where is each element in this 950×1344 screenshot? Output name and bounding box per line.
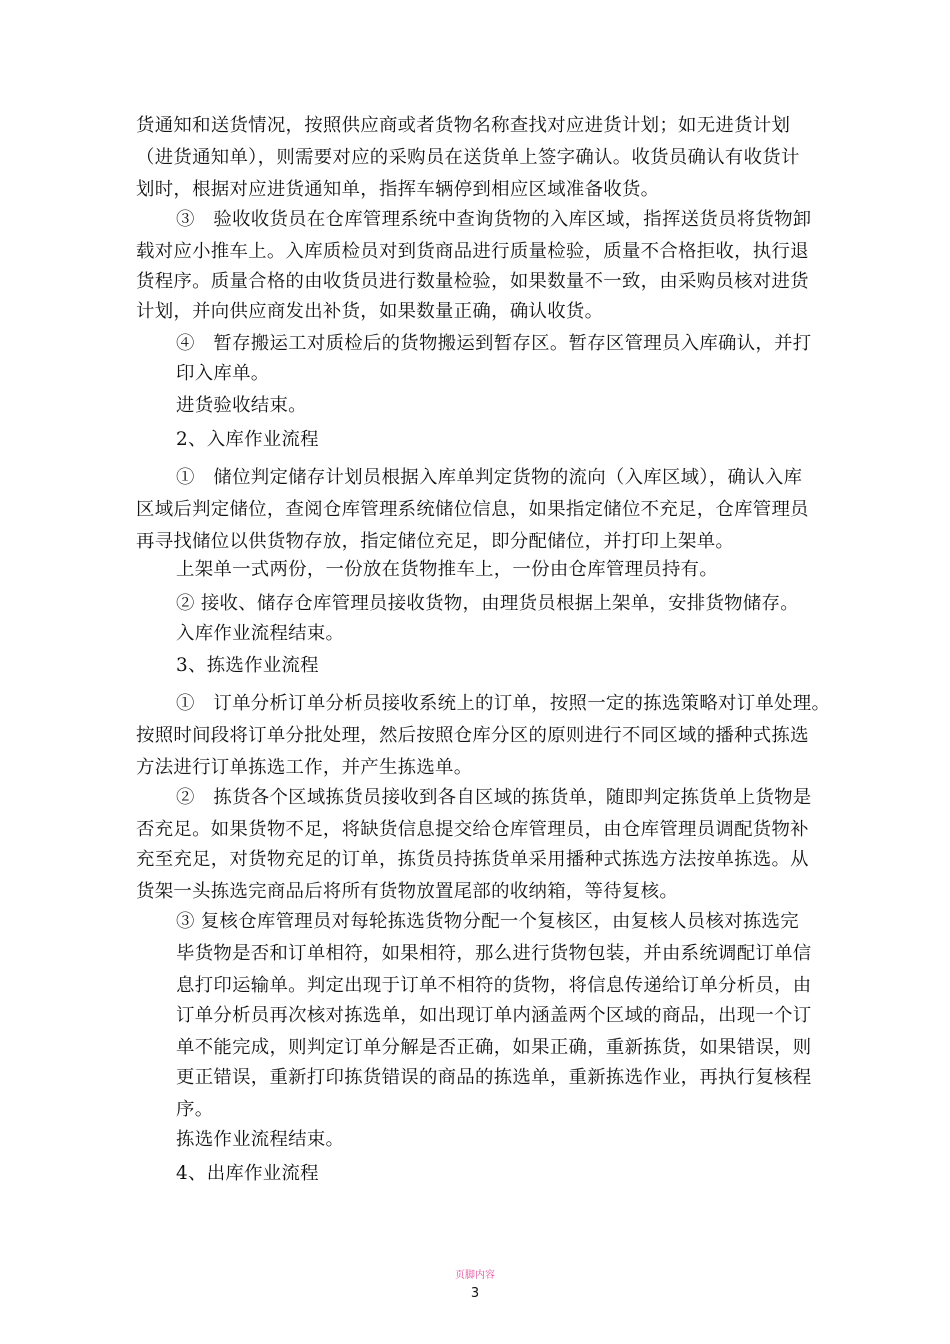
text-line: 充至充足，对货物充足的订单，拣货员持拣货单采用播种式拣选方法按单拣选。从 [136, 849, 809, 870]
text-line: 货通知和送货情况，按照供应商或者货物名称查找对应进货计划；如无进货计划 [136, 115, 791, 136]
text-line: 上架单一式两份，一份放在货物推车上，一份由仓库管理员持有。 [176, 559, 719, 580]
text-line: 订单分析员再次核对拣选单，如出现订单内涵盖两个区域的商品，出现一个订 [176, 1005, 812, 1026]
text-line: 单不能完成，则判定订单分解是否正确，如果正确，重新拣货，如果错误，则 [176, 1037, 812, 1058]
text-line: 货架一头拣选完商品后将所有货物放置尾部的收纳箱，等待复核。 [136, 881, 679, 902]
text-line: 方法进行订单拣选工作，并产生拣选单。 [136, 757, 473, 778]
text-line: 载对应小推车上。入库质检员对到货商品进行质量检验，质量不合格拒收，执行退 [136, 241, 809, 262]
text-line: 拣选作业流程结束。 [176, 1129, 345, 1150]
text-line: ① 储位判定储存计划员根据入库单判定货物的流向（入库区域），确认入库 [176, 467, 803, 488]
text-line: 毕货物是否和订单相符，如果相符，那么进行货物包装，并由系统调配订单信 [176, 943, 812, 964]
text-line: 否充足。如果货物不足，将缺货信息提交给仓库管理员，由仓库管理员调配货物补 [136, 819, 809, 840]
text-line: ③ 验收收货员在仓库管理系统中查询货物的入库区域，指挥送货员将货物卸 [176, 209, 812, 230]
text-line: 按照时间段将订单分批处理，然后按照仓库分区的原则进行不同区域的播种式拣选 [136, 725, 809, 746]
text-line: ② 接收、储存仓库管理员接收货物，由理货员根据上架单，安排货物储存。 [176, 593, 799, 614]
text-line: ④ 暂存搬运工对质检后的货物搬运到暂存区。暂存区管理员入库确认，并打 [176, 333, 812, 354]
text-line: ① 订单分析订单分析员接收系统上的订单，按照一定的拣选策略对订单处理。 [176, 693, 831, 714]
text-line: 划时，根据对应进货通知单，指挥车辆停到相应区域准备收货。 [136, 179, 660, 200]
text-line: 再寻找储位以供货物存放，指定储位充足，即分配储位，并打印上架单。 [136, 531, 735, 552]
text-line: 货程序。质量合格的由收货员进行数量检验，如果数量不一致，由采购员核对进货 [136, 271, 809, 292]
text-line: （进货通知单），则需要对应的采购员在送货单上签字确认。收货员确认有收货计 [136, 147, 800, 168]
text-line: 更正错误，重新打印拣货错误的商品的拣选单，重新拣选作业，再执行复核程 [176, 1067, 812, 1088]
footer-note: 页脚内容 [455, 1270, 495, 1281]
text-line: 入库作业流程结束。 [176, 623, 345, 644]
text-line: ③ 复核仓库管理员对每轮拣选货物分配一个复核区，由复核人员核对拣选完 [176, 911, 799, 932]
text-line: ② 拣货各个区域拣货员接收到各自区域的拣货单，随即判定拣货单上货物是 [176, 787, 812, 808]
section-heading: 2、入库作业流程 [176, 429, 319, 450]
section-heading: 3、拣选作业流程 [176, 655, 319, 676]
text-line: 区域后判定储位，查阅仓库管理系统储位信息，如果指定储位不充足，仓库管理员 [136, 499, 809, 520]
text-line: 印入库单。 [176, 363, 270, 384]
text-line: 计划，并向供应商发出补货，如果数量正确，确认收货。 [136, 301, 604, 322]
page-number: 3 [470, 1286, 480, 1301]
text-line: 序。 [176, 1099, 214, 1120]
section-heading: 4、出库作业流程 [176, 1163, 319, 1184]
text-line: 息打印运输单。判定出现于订单不相符的货物，将信息传递给订单分析员，由 [176, 975, 812, 996]
text-line: 进货验收结束。 [176, 395, 307, 416]
